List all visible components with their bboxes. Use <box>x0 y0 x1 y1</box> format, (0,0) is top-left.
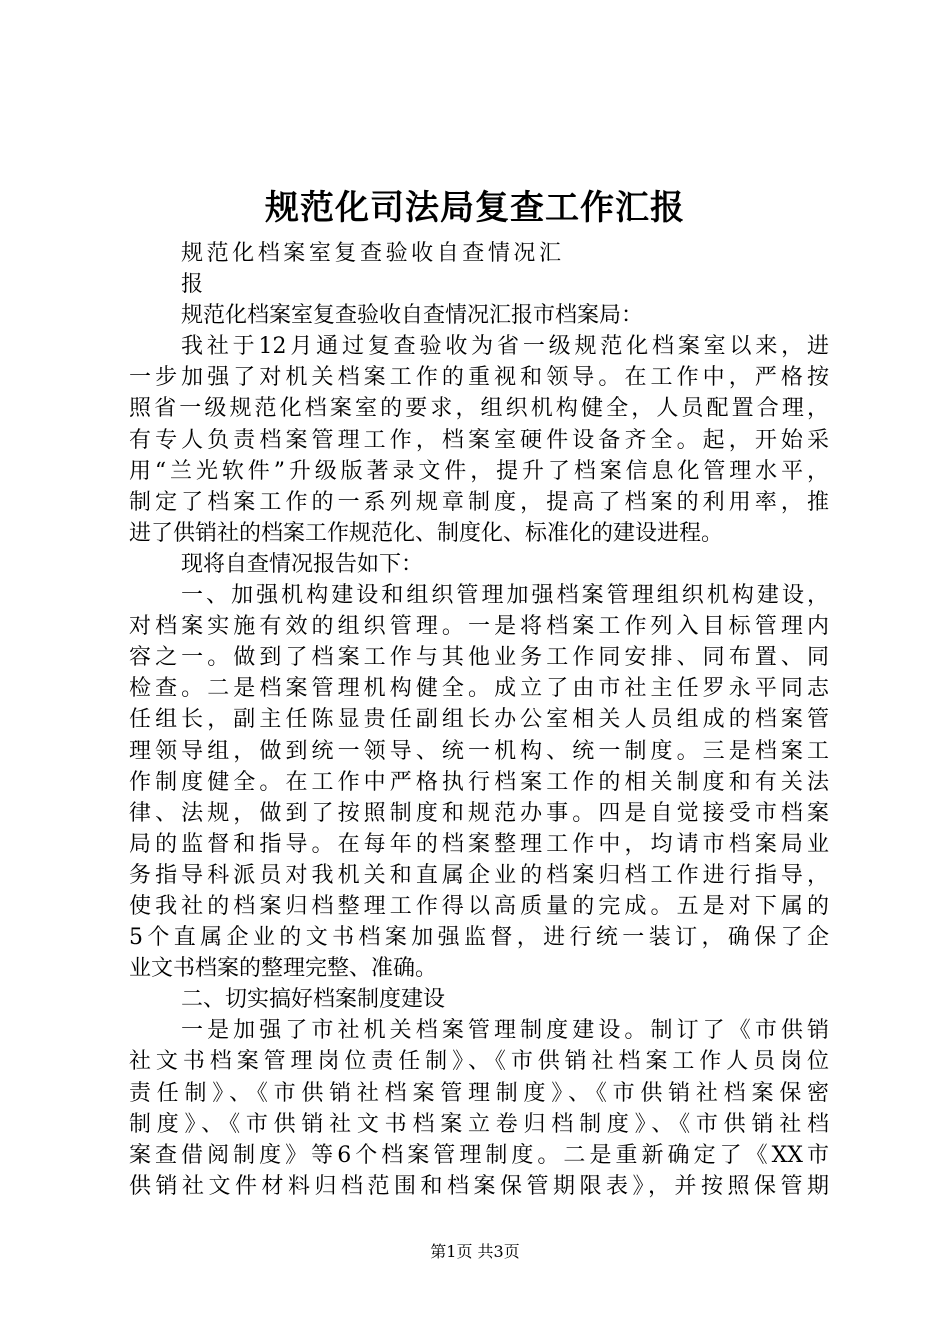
section-heading: 二、切实搞好档案制度建设 <box>181 987 446 1013</box>
text-line: 5个直属企业的文书档案加强监督，进行统一装订，确保了企 <box>129 925 829 951</box>
text-line: 作制度健全。在工作中严格执行档案工作的相关制度和有关法 <box>129 769 829 795</box>
text-line: 检查。二是档案管理机构健全。成立了由市社主任罗永平同志 <box>129 676 829 702</box>
text-line: 用“兰光软件”升级版著录文件，提升了档案信息化管理水平， <box>129 458 829 484</box>
text-line: 社文书档案管理岗位责任制》、《市供销社档案工作人员岗位 <box>129 1049 829 1075</box>
text-line: 业文书档案的整理完整、准确。 <box>129 956 438 982</box>
text-line: 一是加强了市社机关档案管理制度建设。制订了《市供销 <box>181 1018 829 1044</box>
text-line: 对档案实施有效的组织管理。一是将档案工作列入目标管理内 <box>129 614 829 640</box>
text-line: 制定了档案工作的一系列规章制度，提高了档案的利用率，推 <box>129 489 829 515</box>
text-line: 制度》、《市供销社文书档案立卷归档制度》、《市供销社档 <box>129 1111 829 1137</box>
text-line: 规范化档案室复查验收自查情况汇 <box>181 241 561 266</box>
text-line: 照省一级规范化档案室的要求，组织机构健全，人员配置合理， <box>129 396 829 422</box>
text-line: 报 <box>181 272 204 298</box>
text-line: 局的监督和指导。在每年的档案整理工作中，均请市档案局业 <box>129 831 829 857</box>
text-line: 现将自查情况报告如下： <box>181 551 424 577</box>
text-line: 规范化档案室复查验收自查情况汇报市档案局： <box>181 303 644 329</box>
text-line: 务指导科派员对我机关和直属企业的档案归档工作进行指导， <box>129 862 829 888</box>
text-line: 一步加强了对机关档案工作的重视和领导。在工作中，严格按 <box>129 365 829 391</box>
text-line: 使我社的档案归档整理工作得以高质量的完成。五是对下属的 <box>129 893 829 919</box>
text-line: 律、法规，做到了按照制度和规范办事。四是自觉接受市档案 <box>129 800 829 826</box>
text-line: 责任制》、《市供销社档案管理制度》、《市供销社档案保密 <box>129 1080 829 1106</box>
text-line: 进了供销社的档案工作规范化、制度化、标准化的建设进程。 <box>129 520 724 546</box>
text-line: 案查借阅制度》等6个档案管理制度。二是重新确定了《XX市 <box>129 1142 829 1168</box>
document-title: 规范化司法局复查工作汇报 <box>265 188 685 228</box>
text-line: 理领导组，做到统一领导、统一机构、统一制度。三是档案工 <box>129 738 829 764</box>
text-line: 容之一。做到了档案工作与其他业务工作同安排、同布置、同 <box>129 645 829 671</box>
document-body <box>129 238 829 1202</box>
text-line: 一、加强机构建设和组织管理加强档案管理组织机构建设， <box>181 583 829 609</box>
page-number-footer: 第1页 共3页 <box>430 1242 520 1261</box>
text-line: 我社于12月通过复查验收为省一级规范化档案室以来，进 <box>181 334 829 360</box>
text-line: 供销社文件材料归档范围和档案保管期限表》，并按照保管期 <box>129 1173 829 1199</box>
text-line: 有专人负责档案管理工作，档案室硬件设备齐全。起，开始采 <box>129 427 829 453</box>
text-line: 任组长，副主任陈显贵任副组长办公室相关人员组成的档案管 <box>129 707 829 733</box>
